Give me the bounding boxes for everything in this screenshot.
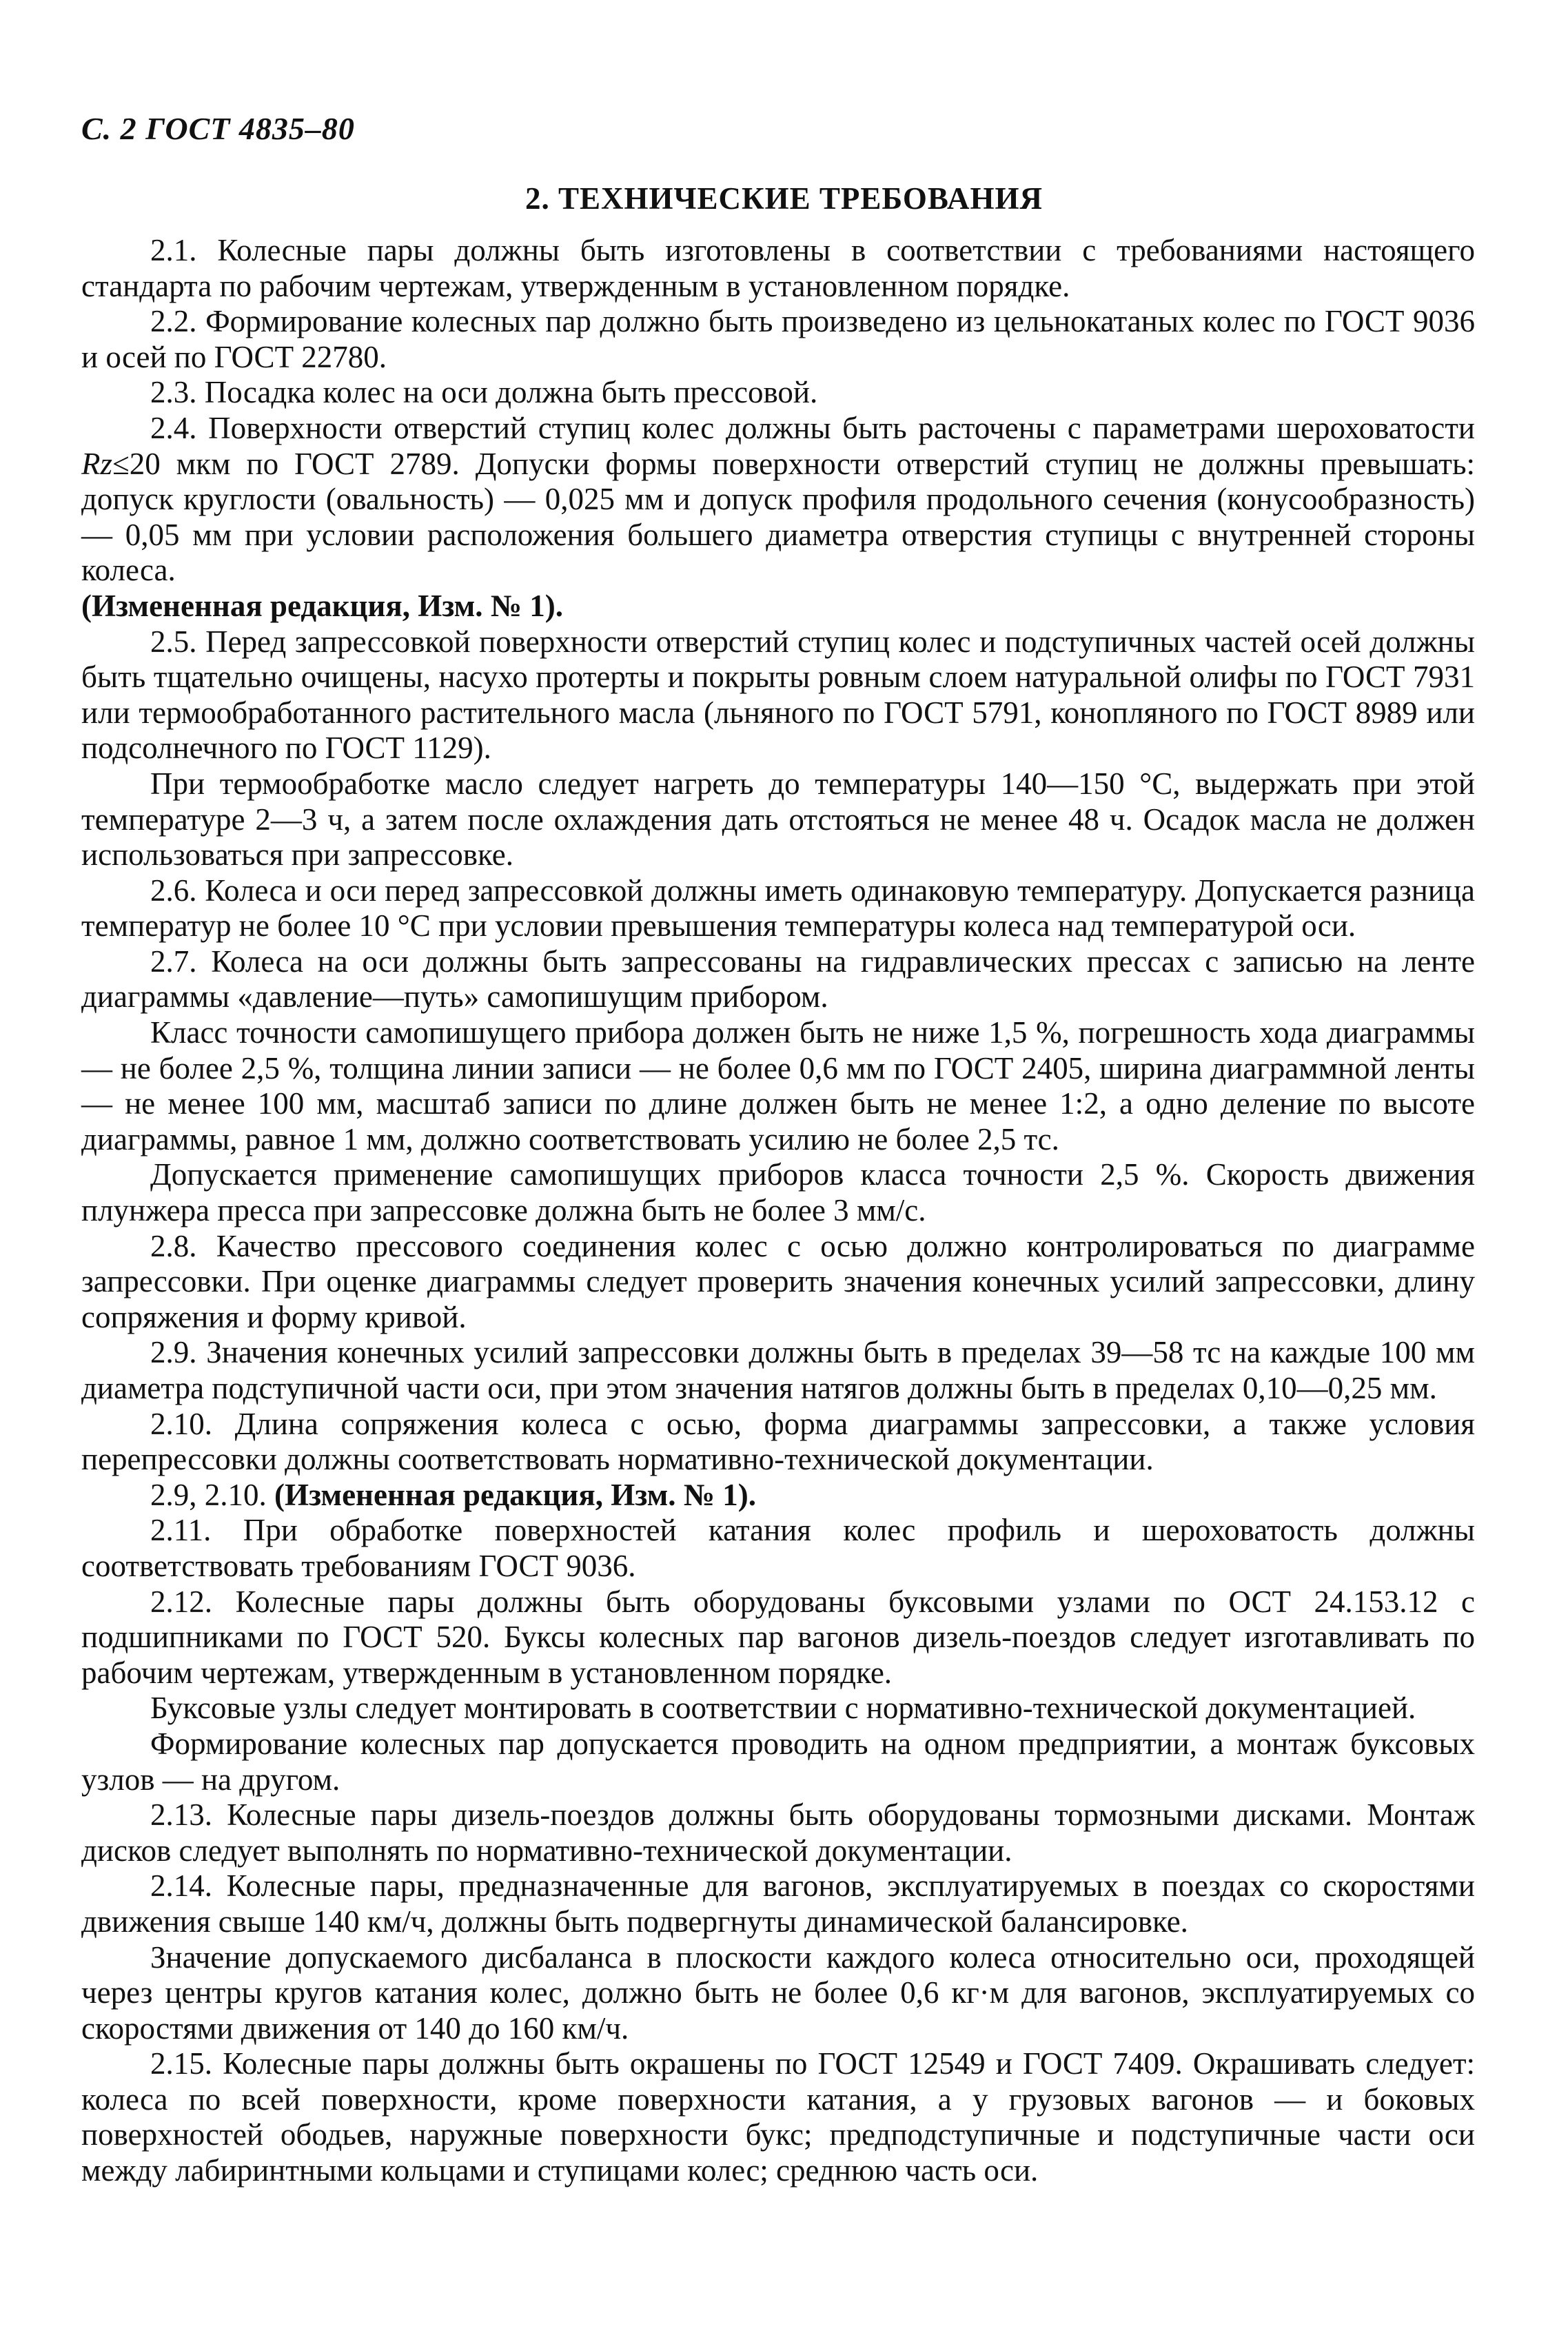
clause-2-14-imbalance: Значение допускаемого дисбаланса в плоскости каждого колеса относительно оси, проходящей через центры кругов катания колес, должно быть не более 0,6 кг·м для вагонов, эксплуатируемых со скоростями движения от 140 до 160 км/ч. (81, 1939, 1475, 2046)
clause-2-11: 2.11. При обработке поверхностей катания колес профиль и шероховатость должны соответствовать требованиям ГОСТ 9036. (81, 1513, 1475, 1583)
clause-2-2: 2.2. Формирование колесных пар должно быть произведено из цельнокатаных колес по ГОСТ 9036 и осей по ГОСТ 22780. (81, 304, 1475, 374)
clause-2-1: 2.1. Колесные пары должны быть изготовлены в соответствии с требованиями настоящего стандарта по рабочим чертежам, утвержденным в установленном порядке. (81, 233, 1475, 303)
clause-2-7-plunger-speed: Допускается применение самопишущих приборов класса точности 2,5 %. Скорость движения плунжера пресса при запрессовке должна быть не более 3 мм/с. (81, 1157, 1475, 1228)
clause-2-8: 2.8. Качество прессового соединения колес с осью должно контролироваться по диаграмме запрессовки. При оценке диаграммы следует проверить значения конечных усилий запрессовки, длину сопряжения и форму кривой. (81, 1228, 1475, 1334)
clause-2-7: 2.7. Колеса на оси должны быть запрессованы на гидравлических прессах с записью на ленте диаграммы «давление—путь» самопишущим прибором. (81, 944, 1475, 1015)
clause-2-10: 2.10. Длина сопряжения колеса с осью, форма диаграммы запрессовки, а также условия перепрессовки должны соответствовать нормативно-технической документации. (81, 1406, 1475, 1477)
amendment-note-2 (81, 1478, 1475, 1514)
clause-2-7-accuracy-class: Класс точности самопишущего прибора должен быть не ниже 1,5 %, погрешность хода диаграммы — не более 2,5 %, толщина линии записи — не более 0,6 мм по ГОСТ 2405, ширина диаграммной ленты — не менее 100 мм, масштаб записи по длине должен быть не менее 1:2, а одно деление по высоте диаграммы, равное 1 мм, должно соответствовать усилию не более 2,5 тс. (81, 1015, 1475, 1156)
clause-2-3: 2.3. Посадка колес на оси должна быть прессовой. (150, 375, 818, 410)
amendment-note-2-clauses: 2.9, 2.10. (150, 1477, 274, 1512)
amendment-note-2-text: (Измененная редакция, Изм. № 1). (274, 1477, 757, 1512)
clause-2-15: 2.15. Колесные пары должны быть окрашены по ГОСТ 12549 и ГОСТ 7409. Окрашивать следует: колеса по всей поверхности, кроме поверхности катания, а у грузовых вагонов — и боковых поверхностей ободьев, наружные поверхности букс; предподступичные и подступичные части оси между лабиринтными кольцами и ступицами колес; среднюю часть оси. (81, 2046, 1475, 2188)
clause-2-5: 2.5. Перед запрессовкой поверхности отверстий ступиц колес и подступичных частей осей должны быть тщательно очищены, насухо протерты и покрыты ровным слоем натуральной олифы по ГОСТ 7931 или термообработанного растительного масла (льняного по ГОСТ 5791, конопляного по ГОСТ 8989 или подсолнечного по ГОСТ 1129). (81, 624, 1475, 766)
clause-2-4-text-start: 2.4. Поверхности отверстий ступиц колес должны быть расточены с параметрами шероховатости (150, 410, 1475, 445)
clause-2-12-forming: Формирование колесных пар допускается проводить на одном предприятии, а монтаж буксовых узлов — на другом. (81, 1726, 1475, 1797)
clause-2-6: 2.6. Колеса и оси перед запрессовкой должны иметь одинаковую температуру. Допускается разница температур не более 10 °С при условии превышения температуры колеса над температурой оси. (81, 873, 1475, 944)
running-header (81, 110, 355, 147)
clause-2-14: 2.14. Колесные пары, предназначенные для вагонов, эксплуатируемых в поездах со скоростями движения свыше 140 км/ч, должны быть подвергнуты динамической балансировке. (81, 1868, 1475, 1939)
clause-2-12-mounting: Буксовые узлы следует монтировать в соответствии с нормативно-технической документацией. (150, 1691, 1416, 1726)
clause-2-4-text-end: ≤20 мкм по ГОСТ 2789. Допуски формы поверхности отверстий ступиц не должны превышать: допуск круглости (овальность) — 0,025 мм и допуск профиля продольного сечения (конусообразность) — 0,05 мм при условии расположения большего диаметра отверстия ступицы с внутренней стороны колеса. (81, 446, 1475, 588)
clause-2-9: 2.9. Значения конечных усилий запрессовки должны быть в пределах 39—58 тс на каждые 100 мм диаметра подступичной части оси, при этом значения натягов должны быть в пределах 0,10—0,25 мм. (81, 1335, 1475, 1405)
clause-2-12: 2.12. Колесные пары должны быть оборудованы буксовыми узлами по ОСТ 24.153.12 с подшипниками по ГОСТ 520. Буксы колесных пар вагонов дизель-поездов следует изготавливать по рабочим чертежам, утвержденным в установленном порядке. (81, 1584, 1475, 1690)
roughness-symbol: Rz (81, 446, 112, 481)
document-code: ГОСТ 4835–80 (145, 111, 355, 146)
section-title: 2. ТЕХНИЧЕСКИЕ ТРЕБОВАНИЯ (525, 181, 1043, 216)
page-number: С. 2 (81, 111, 137, 146)
clause-2-4 (81, 411, 1475, 589)
clause-2-5-oil-treatment: При термообработке масло следует нагреть до температуры 140—150 °С, выдержать при этой температуре 2—3 ч, а затем после охлаждения дать отстояться не менее 48 ч. Осадок масла не должен использоваться при запрессовке. (81, 766, 1475, 873)
section-body (81, 233, 1475, 2189)
clause-2-13: 2.13. Колесные пары дизель-поездов должны быть оборудованы тормозными дисками. Монтаж дисков следует выполнять по нормативно-технической документации. (81, 1797, 1475, 1868)
amendment-note-1: (Измененная редакция, Изм. № 1). (81, 588, 564, 623)
